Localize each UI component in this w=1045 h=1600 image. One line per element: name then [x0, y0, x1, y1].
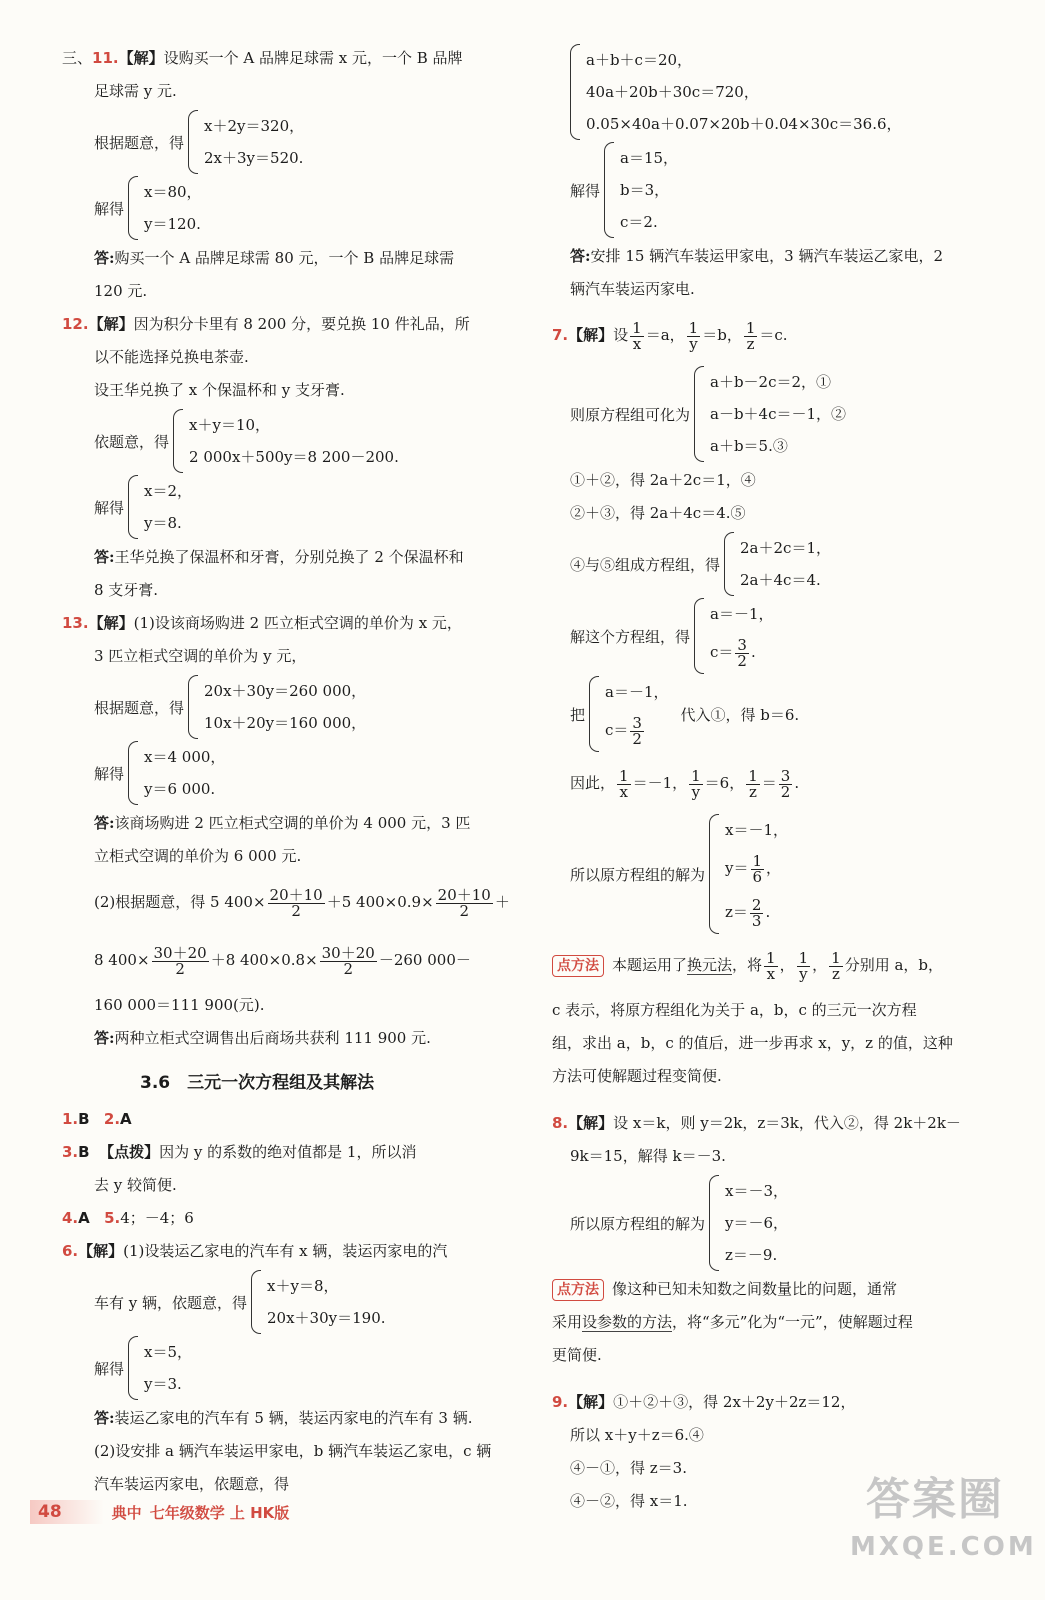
q12-system2: 解得 x＝2， y＝8.	[62, 475, 522, 539]
q11-line1: 三、11.【解】设购买一个 A 品牌足球需 x 元，一个 B 品牌	[62, 49, 463, 67]
q7-system2: ④与⑤组成方程组，得 2a＋2c＝1， 2a＋4c＝4.	[552, 532, 994, 596]
q6-answer: 答:装运乙家电的汽车有 5 辆，装运丙家电的汽车有 3 辆.	[94, 1409, 473, 1427]
q6-system1: 车有 y 辆，依题意，得 x＋y＝8， 20x＋30y＝190.	[62, 1270, 522, 1334]
brace	[709, 814, 719, 934]
q13-system2: 解得 x＝4 000， y＝6 000.	[62, 741, 522, 805]
brace	[128, 1336, 138, 1400]
q6-system2: 解得 x＝5， y＝3.	[62, 1336, 522, 1400]
q12-line1: 12.【解】因为积分卡里有 8 200 分，要兑换 10 件礼品，所	[62, 315, 470, 333]
left-column: 三、11.【解】设购买一个 A 品牌足球需 x 元，一个 B 品牌 足球需 y 元. 根据题意，得 x＋2y＝320， 2x＋3y＝520. 解得 x＝80， y＝120. 答:购买一个 A 品牌足球需 80 元，一个 B 品牌足球需 120 元. 12.【解】因为积分卡里有 8 200 分，要兑换 10 件礼品，所 以不能选择兑换电茶壶. 设王华兑换了 x 个保温杯和 y 支牙膏. 依题意，得 x＋y＝10， 2 000x＋500y＝8 200－200. 解得 x＝2， y＝8. 答:王华兑换了保温杯和牙膏，分别兑换了 2 个保温杯和 8 支牙膏. 13.【解】(1)设该商场购进 2 匹立柜式空调的单价为 x 元， 3 匹立柜式空调的单价为 y 元， 根据题意，得 20x＋30y＝260 000， 10x＋20y＝160 000， 解得 x＝4 000， y＝6 000. 答:该商场购进 2 匹立柜式空调的单价为 4 000 元，3 匹 立柜式空调的单价为 6 000 元. (2)根据题意，得 5 400× $\frac{20+10}{2}$ ＋5 400×0.9× $\frac{20+10}{2}$ ＋ 8 400× $\frac{30+20}{2}$ ＋8 400×0.8× $\frac{30+20}{2}$ －260 000－ 160 000＝111 900(元). 答:两种立柜式空调售出后商场共获利 111 900 元. 3.6 三元一次方程组及其解法 1.B 2.A 3.B 【点拨】因为 y 的系数的绝对值都是 1，所以消 去 y 较简便. 4.A 5.4；－4；6 6.【解】(1)设装运乙家电的汽车有 x 辆，装运丙家电的汽 车有 y 辆，依题意，得 x＋y＝8， 20x＋30y＝190. 解得 x＝5， y＝3. 答:装运乙家电的汽车有 5 辆，装运丙家电的汽车有 3 辆. (2)设安排 a 辆汽车装运甲家电，b 辆汽车装运乙家电，c 辆 汽车装运丙家电，依题意，得	[62, 42, 522, 1501]
q11-system2: 解得 x＝80， y＝120.	[62, 176, 522, 240]
brace	[128, 475, 138, 539]
fraction: $\frac{30+20}{2}$	[321, 943, 375, 978]
q13-number: 13.	[62, 614, 89, 632]
q7-system1: 则原方程组可化为 a＋b－2c＝2，① a－b＋4c＝－1，② a＋b＝5.③	[552, 366, 994, 462]
q8-system: 所以原方程组的解为 x＝－3， y＝－6， z＝－9.	[552, 1175, 994, 1271]
q11-answer: 答:购买一个 A 品牌足球需 80 元，一个 B 品牌足球需	[94, 249, 455, 267]
mcq-line4: 4.A 5.4；－4；6	[62, 1209, 194, 1227]
q7-number: 7.	[552, 326, 569, 344]
fraction: $\frac{1}{z}$	[745, 318, 756, 353]
brace	[188, 110, 198, 174]
mcq-line3: 3.B 【点拨】因为 y 的系数的绝对值都是 1，所以消	[62, 1143, 417, 1161]
q8-number: 8.	[552, 1114, 569, 1132]
q7-thus: 因此， $\frac{1}{x}$ ＝－1， $\frac{1}{y}$ ＝6， $\frac{1}{z}$ ＝ $\frac{3}{2}$ .	[570, 766, 800, 801]
brace	[570, 44, 580, 140]
q7-system4: 把 a＝－1， c＝ $\frac{3}{2}$ 代入①，得 b＝6.	[552, 676, 994, 752]
q6-number: 6.	[62, 1242, 79, 1260]
q12-answer: 答:王华兑换了保温杯和牙膏，分别兑换了 2 个保温杯和	[94, 548, 464, 566]
brace	[173, 409, 183, 473]
right-column: a＋b＋c＝20， 40a＋20b＋30c＝720， 0.05×40a＋0.07×20b＋0.04×30c＝36.6， 解得 a＝15， b＝3， c＝2. 答:安排 15 辆汽车装运甲家电，3 辆汽车装运乙家电，2 辆汽车装运丙家电. 7.【解】设 $\frac{1}{x}$ ＝a， $\frac{1}{y}$ ＝b， $\frac{1}{z}$ ＝c. 则原方程组可化为 a＋b－2c＝2，① a－b＋4c＝－1，② a＋b＝5.③ ①＋②，得 2a＋2c＝1，④ ②＋③，得 2a＋4c＝4.⑤ ④与⑤组成方程组，得 2a＋2c＝1， 2a＋4c＝4. 解这个方程组，得 a＝－1， c＝ $\frac{3}{2}$ . 把 a＝－1， c＝ $\frac{3}{2}$ 代入①，得 b＝6. 因此， $\frac{1}{x}$ ＝－1， $\frac{1}{y}$ ＝6， $\frac{1}{z}$ ＝ $\frac{3}{2}$ . 所以原方程组的解为 x＝－1， y＝ $\frac{1}{6}$ ， z＝ $\frac{2}{3}$ . 点方法 本题运用了换元法，将 $\frac{1}{x}$ ， $\frac{1}{y}$ ， $\frac{1}{z}$ 分别用 a，b， c 表示，将原方程组化为关于 a，b，c 的三元一次方程 组，求出 a，b，c 的值后，进一步再求 x，y，z 的值，这种 方法可使解题过程变简便. 8.【解】设 x＝k，则 y＝2k，z＝3k，代入②，得 2k＋2k－ 9k＝15，解得 k＝－3. 所以原方程组的解为 x＝－3， y＝－6， z＝－9. 点方法 像这种已知未知数之间数量比的问题，通常 采用设参数的方法，将“多元”化为“一元”，使解题过程 更简便. 9.【解】①＋②＋③，得 2x＋2y＋2z＝12， 所以 x＋y＋z＝6.④ ④－①，得 z＝3. ④－②，得 x＝1.	[552, 42, 994, 1518]
method-badge: 点方法	[552, 955, 604, 977]
watermark-logo: 答案圈 MXQE.COM	[850, 1474, 1037, 1562]
q8-line1: 8.【解】设 x＝k，则 y＝2k，z＝3k，代入②，得 2k＋2k－	[552, 1114, 961, 1132]
q13-answer: 答:该商场购进 2 匹立柜式空调的单价为 4 000 元，3 匹	[94, 814, 471, 832]
q12-number: 12.	[62, 315, 89, 333]
q8-method-note: 点方法 像这种已知未知数之间数量比的问题，通常	[552, 1273, 994, 1306]
book-title: 七年级数学 上 HK版	[149, 1503, 290, 1522]
q6-line1: 6.【解】(1)设装运乙家电的汽车有 x 辆，装运丙家电的汽	[62, 1242, 448, 1260]
q7-line1: 7.【解】设 $\frac{1}{x}$ ＝a， $\frac{1}{y}$ ＝b， $\frac{1}{z}$ ＝c.	[552, 318, 788, 353]
q12-system1: 依题意，得 x＋y＝10， 2 000x＋500y＝8 200－200.	[62, 409, 522, 473]
brace	[128, 176, 138, 240]
brace	[128, 741, 138, 805]
q9-line1: 9.【解】①＋②＋③，得 2x＋2y＋2z＝12，	[552, 1393, 856, 1411]
fraction: $\frac{20+10}{2}$	[437, 885, 491, 920]
q6-system3: a＋b＋c＝20， 40a＋20b＋30c＝720， 0.05×40a＋0.07×20b＋0.04×30c＝36.6，	[552, 44, 994, 140]
section-title: 3.6 三元一次方程组及其解法	[140, 1073, 375, 1093]
brace	[251, 1270, 261, 1334]
q11-number: 11.	[92, 49, 119, 67]
fraction: $\frac{1}{x}$	[632, 318, 642, 353]
q7-system5: 所以原方程组的解为 x＝－1， y＝ $\frac{1}{6}$ ， z＝ $\frac{2}{3}$ .	[552, 814, 994, 934]
q7-system3: 解这个方程组，得 a＝－1， c＝ $\frac{3}{2}$ .	[552, 598, 994, 674]
brace	[604, 142, 614, 238]
q13-line1: 13.【解】(1)设该商场购进 2 匹立柜式空调的单价为 x 元，	[62, 614, 462, 632]
q13-system1: 根据题意，得 20x＋30y＝260 000， 10x＋20y＝160 000，	[62, 675, 522, 739]
q6-answer2: 答:安排 15 辆汽车装运甲家电，3 辆汽车装运乙家电，2	[570, 247, 944, 265]
brace	[709, 1175, 719, 1271]
mcq-line1: 1.B 2.A	[62, 1110, 132, 1128]
q13-answer2: 答:两种立柜式空调售出后商场共获利 111 900 元.	[94, 1029, 431, 1047]
method-badge: 点方法	[552, 1279, 604, 1301]
brand-logo: 典中	[111, 1503, 142, 1522]
q7-method-note: 点方法 本题运用了换元法，将 $\frac{1}{x}$ ， $\frac{1}{y}$ ， $\frac{1}{z}$ 分别用 a，b，	[552, 936, 994, 994]
q13-part2-line2: 8 400× $\frac{30+20}{2}$ ＋8 400×0.8× $\frac{30+20}{2}$ －260 000－	[94, 943, 471, 978]
fraction: $\frac{1}{y}$	[688, 318, 699, 353]
brace	[694, 366, 704, 462]
brace	[188, 675, 198, 739]
q9-number: 9.	[552, 1393, 569, 1411]
brace	[694, 598, 704, 674]
brace	[589, 676, 599, 752]
q6-system4: 解得 a＝15， b＝3， c＝2.	[552, 142, 994, 238]
q13-part2-line1: (2)根据题意，得 5 400× $\frac{20+10}{2}$ ＋5 400×0.9× $\frac{20+10}{2}$ ＋	[94, 885, 510, 920]
brace	[724, 532, 734, 596]
page-footer	[30, 1492, 490, 1532]
q11-line2: 足球需 y 元.	[94, 82, 177, 100]
page-number: 48	[30, 1500, 104, 1524]
fraction: $\frac{20+10}{2}$	[269, 885, 323, 920]
fraction: $\frac{30+20}{2}$	[153, 943, 207, 978]
q11-system1: 根据题意，得 x＋2y＝320， 2x＋3y＝520.	[62, 110, 522, 174]
